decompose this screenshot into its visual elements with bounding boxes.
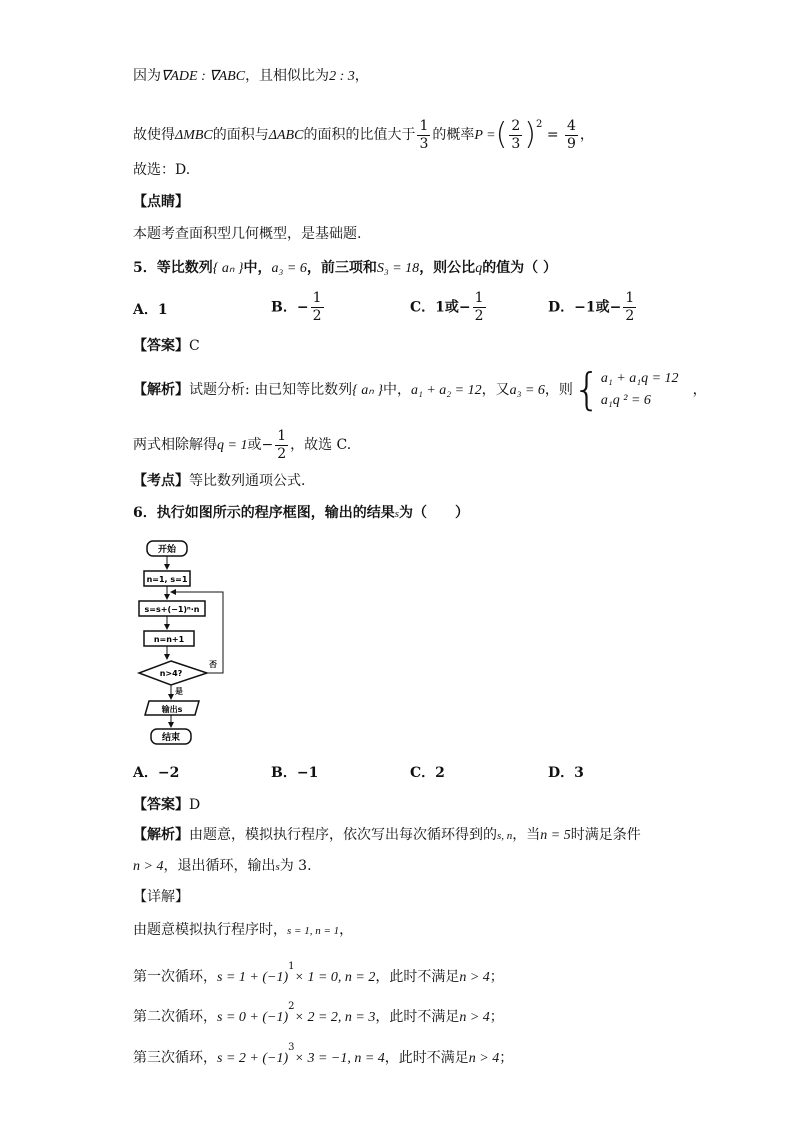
math: ΔABC — [268, 128, 304, 143]
flow-init-label: n=1, s=1 — [146, 575, 188, 584]
math: n > 4 — [459, 1010, 490, 1025]
math: = — [546, 127, 559, 143]
line-similar-ratio — [133, 66, 369, 87]
q5-option-c — [410, 290, 488, 325]
line-choose-d: 故选：D. — [133, 162, 191, 178]
flowchart — [135, 537, 245, 747]
math: q = 1 — [217, 438, 248, 453]
equation: a₁q ² = 6 — [600, 393, 651, 408]
exponent: 1 — [288, 961, 295, 972]
math: P = — [474, 128, 496, 143]
text: 试题分析: 由已知等比数列 — [189, 382, 353, 398]
numerator: 4 — [567, 117, 576, 134]
text: 两式相除解得 — [133, 437, 217, 453]
text: ， — [692, 382, 707, 398]
text: ， — [579, 127, 594, 143]
q5-option-d — [548, 290, 638, 325]
flow-out-label: 输出s — [161, 705, 183, 714]
text: ，此时不满足 — [384, 1050, 469, 1066]
q6-option-c: C．2 — [410, 765, 445, 781]
text: ，故选 C. — [290, 437, 352, 453]
flow-end-label: 结束 — [161, 733, 181, 743]
math: n > 4 — [468, 1051, 500, 1066]
text: 为 3. — [279, 858, 312, 874]
denominator: 2 — [625, 308, 635, 324]
text: 5．等比数列 — [133, 260, 213, 276]
math: s, n — [497, 830, 513, 842]
math: × 2 = 2, n = 3 — [294, 1010, 376, 1025]
math: s — [394, 508, 400, 520]
text: 故使得 — [133, 127, 175, 143]
equation-system — [601, 368, 679, 412]
section-dianjing: 【点睛】 — [133, 194, 189, 210]
denominator: 3 — [511, 135, 521, 152]
numerator: 2 — [511, 117, 521, 134]
numerator: 1 — [419, 117, 429, 134]
text: 第二次循环， — [133, 1009, 217, 1025]
q6-option-a: A．−2 — [133, 765, 180, 781]
exponent: 2 — [535, 119, 543, 130]
answer-6 — [133, 795, 200, 815]
q5-option-b — [271, 290, 326, 325]
fraction — [275, 428, 288, 463]
text: 或 — [247, 437, 262, 453]
flow-inc-label: n=n+1 — [153, 635, 185, 644]
text: 6．执行如图所示的程序框图，输出的结果 — [133, 505, 395, 521]
math: s = 1 + (−1) — [217, 970, 289, 985]
section-xiangjie: 【详解】 — [133, 889, 189, 905]
text: ，且相似比为 — [245, 68, 330, 84]
q6-option-d: D．3 — [548, 765, 584, 781]
math: s = 1, n = 1 — [287, 925, 340, 937]
text: ，当 — [512, 827, 541, 843]
analysis-5 — [133, 366, 707, 415]
text: 第三次循环， — [133, 1050, 217, 1066]
q6-option-b: B．−1 — [271, 765, 319, 781]
tag: 【解析】 — [133, 827, 189, 843]
flow-cond-label: n>4? — [159, 669, 183, 678]
fraction — [565, 118, 578, 153]
text: ，则 — [544, 382, 573, 398]
math: n > 4 — [133, 859, 164, 874]
text: ； — [499, 1050, 514, 1066]
text: 的概率 — [432, 127, 475, 143]
text: ，又 — [481, 382, 510, 398]
question-5 — [133, 258, 557, 279]
tag: 【解析】 — [133, 382, 189, 398]
text: 的面积的比值大于 — [303, 127, 416, 143]
numerator: 1 — [277, 427, 287, 444]
denominator: 2 — [277, 445, 287, 462]
paren: ( — [495, 117, 508, 152]
flow-step-label: s=s+(−1)ⁿ·n — [144, 605, 200, 614]
tag: 【答案】 — [133, 797, 189, 813]
tag: 【答案】 — [133, 338, 189, 354]
text: C — [189, 338, 200, 354]
text: 因为 — [133, 68, 161, 84]
detail-loop-2 — [133, 997, 504, 1028]
text: ，退出循环，输出 — [163, 858, 276, 874]
text: 中， — [243, 260, 272, 276]
answer-5 — [133, 336, 200, 356]
math: q — [475, 261, 483, 276]
exponent: 2 — [288, 1001, 295, 1012]
denominator: 2 — [474, 308, 484, 324]
text: 由题意模拟执行程序时， — [133, 922, 287, 938]
math: s — [275, 861, 280, 873]
text: ； — [489, 969, 504, 985]
text: D．−1或− — [548, 299, 622, 316]
math: n = 5 — [540, 828, 571, 843]
fraction — [417, 118, 430, 153]
flow-start-label: 开始 — [157, 545, 177, 555]
flow-no-label: 否 — [209, 660, 217, 669]
math: { aₙ } — [352, 383, 383, 398]
denominator: 2 — [312, 308, 322, 324]
math: × 1 = 0, n = 2 — [294, 970, 376, 985]
paren: ) — [524, 117, 536, 152]
flow-yes-label: 是 — [175, 687, 183, 696]
text: 时满足条件 — [570, 827, 641, 843]
text: 由题意，模拟执行程序，依次写出每次循环得到的 — [189, 827, 497, 843]
fraction — [623, 290, 636, 325]
text: ，前三项和 — [306, 260, 377, 276]
fraction — [311, 290, 324, 325]
text: 第一次循环， — [133, 969, 217, 985]
denominator: 3 — [419, 135, 429, 152]
text: ，则公比 — [419, 260, 476, 276]
analysis-5-cont — [133, 425, 351, 466]
math: s = 2 + (−1) — [217, 1051, 289, 1066]
text: 的值为（ ） — [482, 260, 558, 276]
denominator: 9 — [567, 135, 576, 152]
detail-loop-3 — [133, 1038, 513, 1069]
text: 的面积与 — [212, 127, 269, 143]
text: 中， — [382, 382, 411, 398]
detail-init — [133, 920, 353, 941]
math: S₃ = 18 — [376, 261, 420, 276]
text: ，此时不满足 — [375, 969, 460, 985]
text: ； — [489, 1009, 504, 1025]
text: C．1或− — [410, 299, 471, 316]
text: 为（ ） — [399, 505, 470, 521]
math: n > 4 — [459, 970, 490, 985]
text: 等比数列通项公式. — [189, 473, 306, 489]
equation: a₁ + a₁q = 12 — [600, 371, 679, 386]
numerator: 1 — [625, 290, 635, 306]
text: ，此时不满足 — [375, 1009, 460, 1025]
line-dianjing-text: 本题考查面积型几何概型，是基础题. — [133, 226, 362, 242]
fraction — [473, 290, 486, 325]
math: ΔMBC — [175, 128, 213, 143]
numerator: 1 — [312, 290, 322, 306]
exponent: 3 — [288, 1042, 295, 1053]
numerator: 1 — [474, 290, 484, 306]
math: 2 : 3 — [329, 69, 355, 84]
analysis-6 — [133, 825, 641, 846]
text: D — [189, 797, 201, 813]
math: a₁ + a₂ = 12 — [410, 383, 482, 398]
text: − — [261, 437, 274, 453]
line-probability — [133, 101, 594, 160]
detail-loop-1 — [133, 957, 504, 988]
kaodian-5 — [133, 471, 305, 491]
math: ∇ADE : ∇ABC — [161, 69, 246, 84]
math: a₃ = 6 — [509, 383, 545, 398]
q5-option-a: A．1 — [133, 302, 168, 318]
math: s = 0 + (−1) — [217, 1010, 289, 1025]
text: ， — [354, 68, 369, 84]
tag: 【考点】 — [133, 473, 189, 489]
question-6 — [133, 503, 469, 524]
analysis-6-cont — [133, 856, 312, 877]
brace: { — [572, 364, 601, 415]
text: B．− — [271, 299, 309, 316]
math: a₃ = 6 — [271, 261, 307, 276]
math: { aₙ } — [212, 261, 244, 276]
math: × 3 = −1, n = 4 — [294, 1051, 385, 1066]
fraction — [509, 118, 522, 153]
text: ， — [339, 922, 354, 938]
